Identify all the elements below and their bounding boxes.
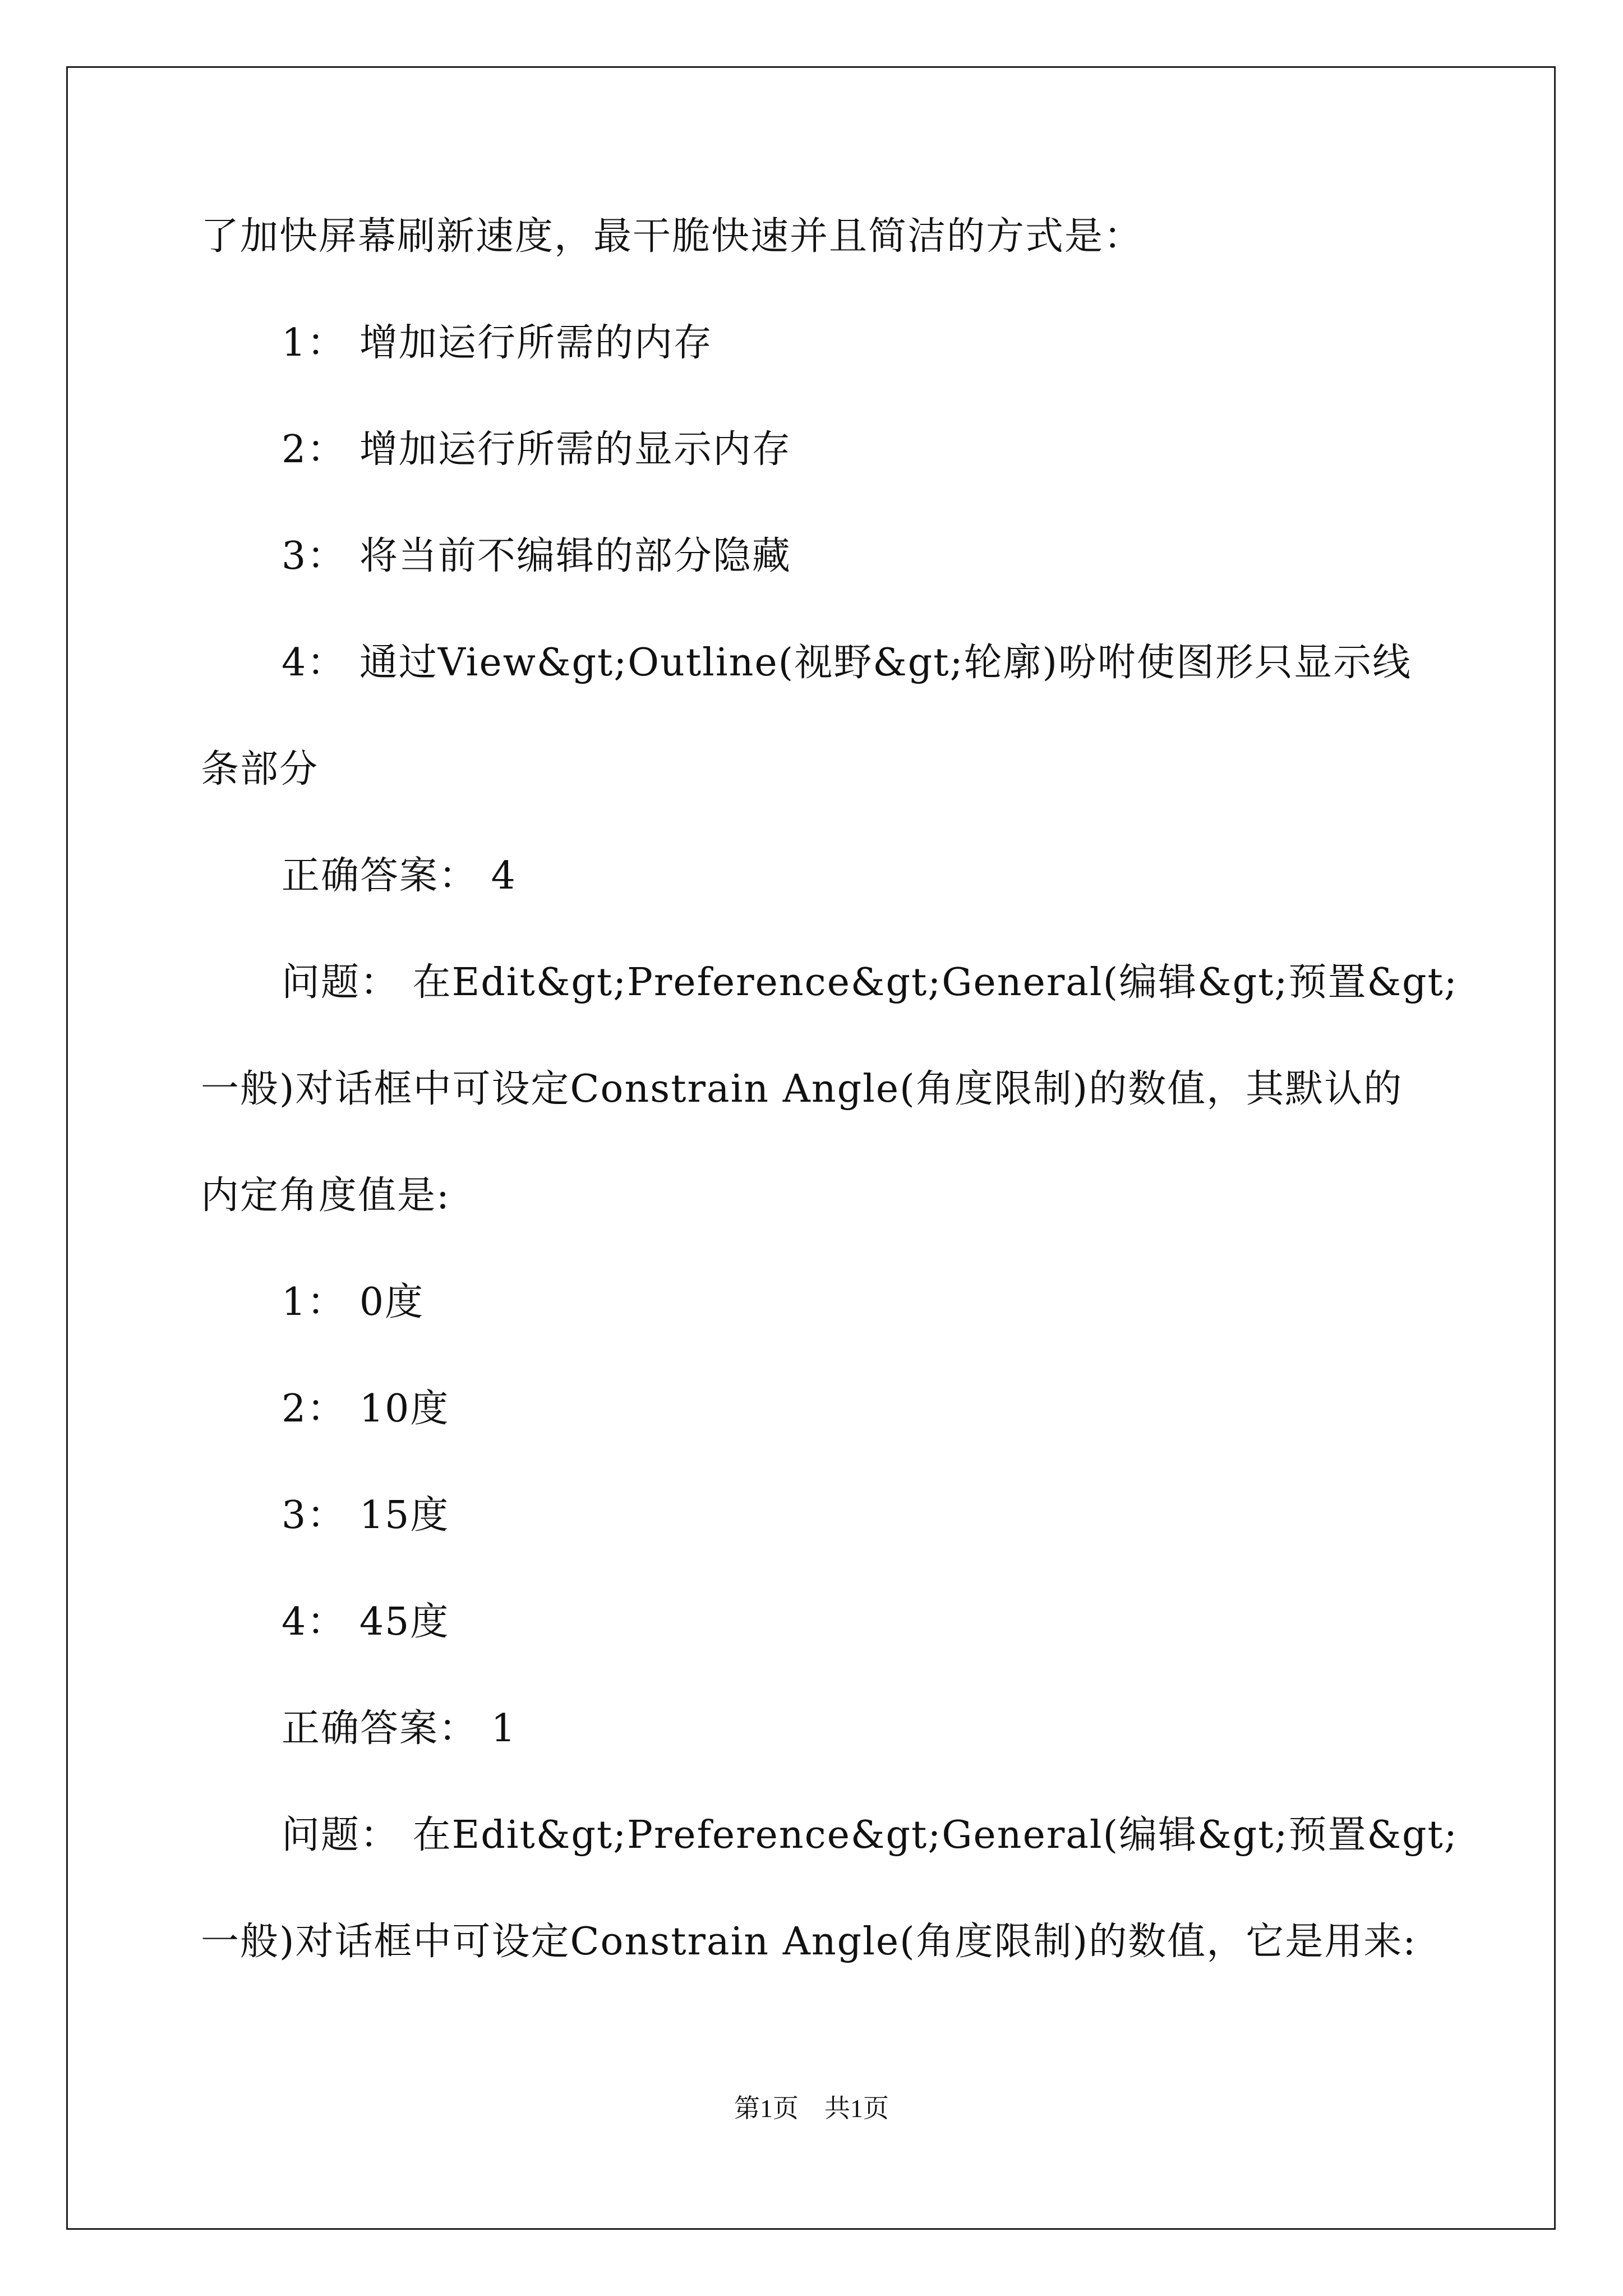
option-line: 2： 增加运行所需的显示内存 <box>282 427 791 472</box>
option-line: 4： 45度 <box>282 1600 450 1644</box>
option-line: 4： 通过View&gt;Outline(视野&gt;轮廓)吩咐使图形只显示线 <box>282 641 1412 685</box>
option-line: 2： 10度 <box>282 1387 450 1431</box>
option-line: 1： 增加运行所需的内存 <box>282 321 713 365</box>
option-line: 3： 15度 <box>282 1493 450 1538</box>
question-line: 问题： 在Edit&gt;Preference&gt;General(编辑&gt;预置&gt; <box>282 1813 1458 1857</box>
answer-line: 正确答案： 4 <box>282 854 517 898</box>
page-footer: 第1页 共1页 <box>734 2094 889 2123</box>
question-line: 问题： 在Edit&gt;Preference&gt;General(编辑&gt;预置&gt; <box>282 960 1458 1005</box>
text-line: 一般)对话框中可设定Constrain Angle(角度限制)的数值，其默认的 <box>201 1067 1403 1111</box>
option-line: 3： 将当前不编辑的部分隐藏 <box>282 534 791 578</box>
text-line: 一般)对话框中可设定Constrain Angle(角度限制)的数值，它是用来: <box>201 1920 1417 1964</box>
text-line: 条部分 <box>201 747 319 792</box>
answer-line: 正确答案： 1 <box>282 1706 517 1751</box>
page-border <box>66 66 1556 2230</box>
text-line: 内定角度值是: <box>201 1174 450 1218</box>
option-line: 1： 0度 <box>282 1280 425 1324</box>
text-line: 了加快屏幕刷新速度，最干脆快速并且简洁的方式是： <box>201 214 1144 259</box>
